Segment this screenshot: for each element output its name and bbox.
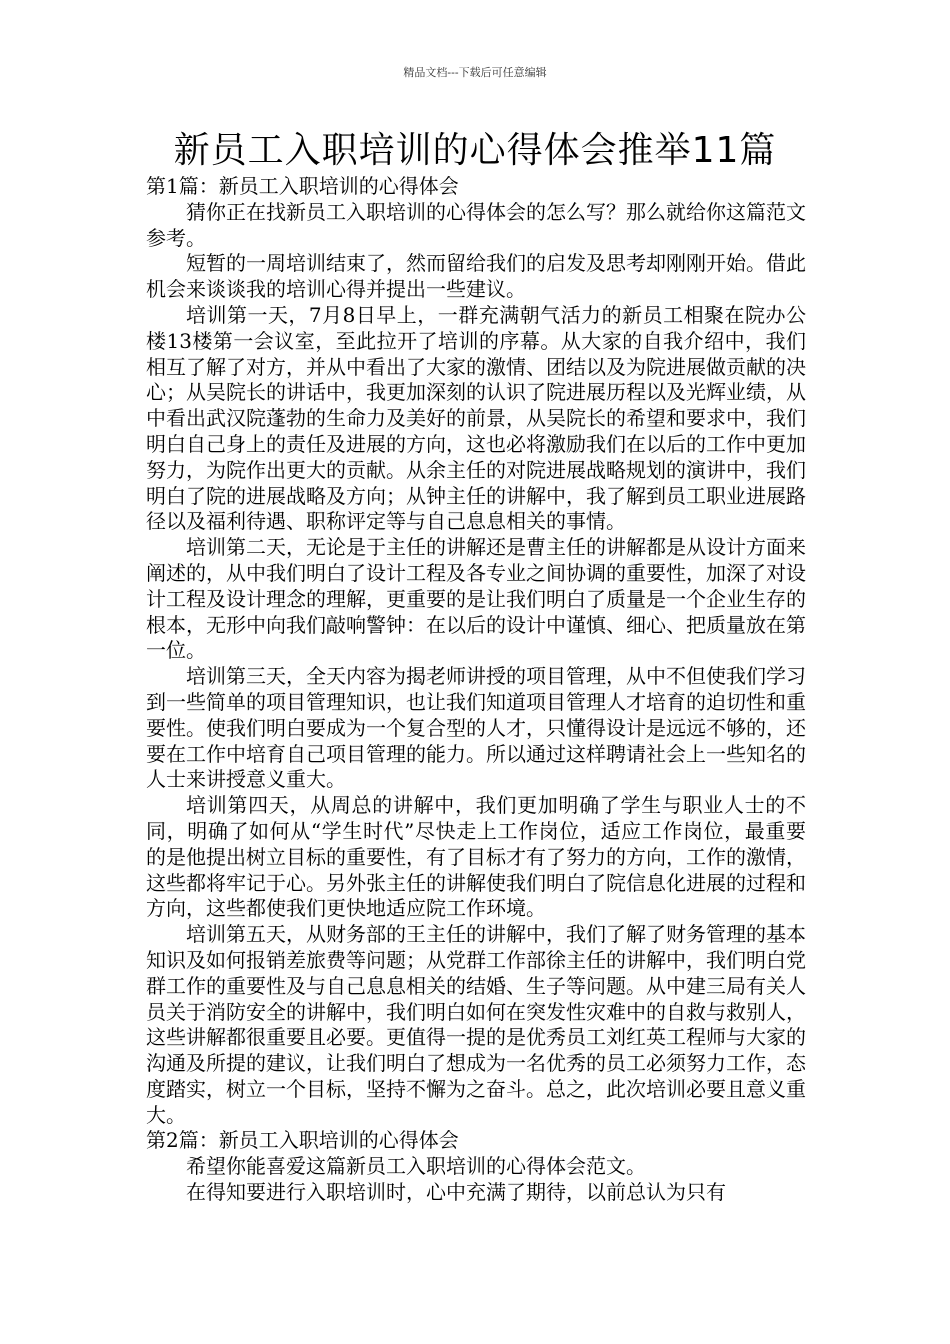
section-heading: 第1篇：新员工入职培训的心得体会 [146, 174, 459, 198]
paragraph: 在得知要进行入职培训时，心中充满了期待，以前总认为只有 [186, 1180, 726, 1205]
paragraph: 培训第四天，从周总的讲解中，我们更加明确了学生与职业人士的不同，明确了如何从“学生时代”尽快走上工作岗位，适应工作岗位，最重要的是他提出树立目标的重要性，有了目标才有了努力的方向，工作的激情，这些都将牢记于心。另外张主任的讲解使我们明白了院信息化进展的过程和方向，这些都使我们更快地适应院工作环境。 [146, 793, 806, 921]
paragraph: 短暂的一周培训结束了，然而留给我们的启发及思考却刚刚开始。借此机会来谈谈我的培训心得并提出一些建议。 [146, 251, 806, 302]
document-body [146, 174, 806, 1206]
section-heading: 第2篇：新员工入职培训的心得体会 [146, 1128, 459, 1153]
document-title: 新员工入职培训的心得体会推举11篇 [173, 130, 777, 171]
header-note: 精品文档---下载后可任意编辑 [403, 66, 547, 79]
paragraph: 培训第一天，7月8日早上，一群充满朝气活力的新员工相聚在院办公楼13楼第一会议室，至此拉开了培训的序幕。从大家的自我介绍中，我们相互了解了对方，并从中看出了大家的激情、团结以及为院进展做贡献的决心；从吴院长的讲话中，我更加深刻的认识了院进展历程以及光辉业绩，从中看出武汉院蓬勃的生命力及美好的前景，从吴院长的希望和要求中，我们明白自己身上的责任及进展的方向，这也必将激励我们在以后的工作中更加努力，为院作出更大的贡献。从余主任的对院进展战略规划的演讲中，我们明白了院的进展战略及方向；从钟主任的讲解中，我了解到员工职业进展路径以及福利待遇、职称评定等与自己息息相关的事情。 [146, 302, 806, 534]
paragraph: 猜你正在找新员工入职培训的心得体会的怎么写？那么就给你这篇范文参考。 [146, 199, 806, 250]
paragraph: 培训第五天，从财务部的王主任的讲解中，我们了解了财务管理的基本知识及如何报销差旅费等问题；从党群工作部徐主任的讲解中，我们明白党群工作的重要性及与自己息息相关的结婚、生子等问题。从中建三局有关人员关于消防安全的讲解中，我们明白如何在突发性灾难中的自救与救别人，这些讲解都很重要且必要。更值得一提的是优秀员工刘红英工程师与大家的沟通及所提的建议，让我们明白了想成为一名优秀的员工必须努力工作，态度踏实，树立一个目标，坚持不懈为之奋斗。总之，此次培训必要且意义重大。 [146, 922, 806, 1127]
paragraph: 培训第三天，全天内容为揭老师讲授的项目管理，从中不但使我们学习到一些简单的项目管理知识，也让我们知道项目管理人才培育的迫切性和重要性。使我们明白要成为一个复合型的人才，只懂得设计是远远不够的，还要在工作中培育自己项目管理的能力。所以通过这样聘请社会上一些知名的人士来讲授意义重大。 [146, 664, 806, 792]
paragraph: 培训第二天，无论是于主任的讲解还是曹主任的讲解都是从设计方面来阐述的，从中我们明白了设计工程及各专业之间协调的重要性，加深了对设计工程及设计理念的理解，更重要的是让我们明白了质量是一个企业生存的根本，无形中向我们敲响警钟：在以后的设计中谨慎、细心、把质量放在第一位。 [146, 535, 806, 663]
paragraph: 希望你能喜爱这篇新员工入职培训的心得体会范文。 [186, 1154, 646, 1179]
